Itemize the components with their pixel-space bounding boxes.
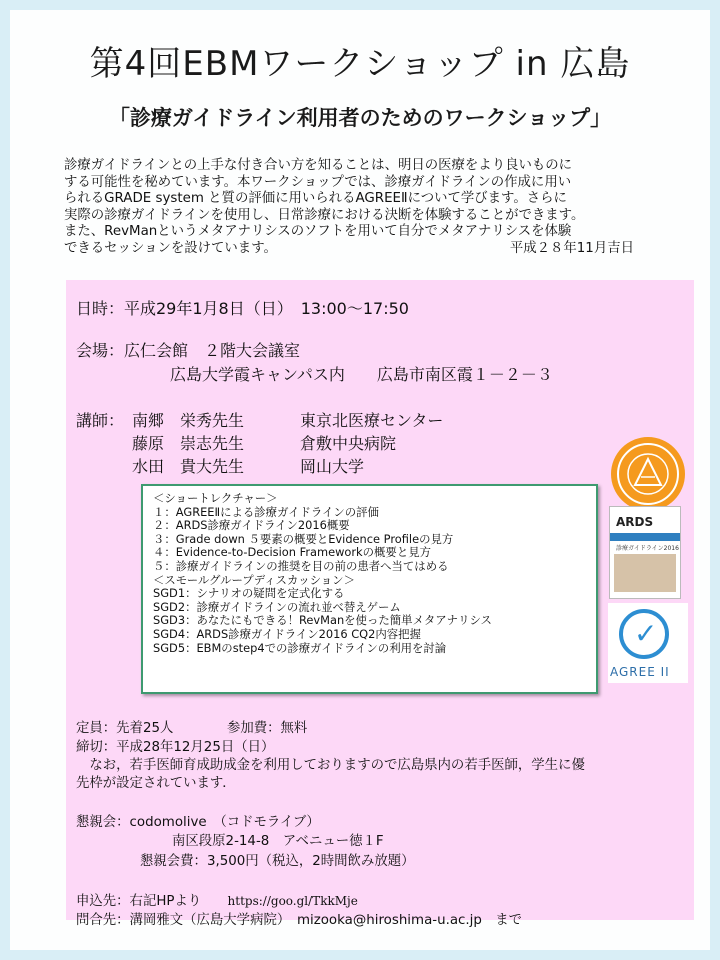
check-icon: ✓	[634, 617, 658, 650]
apply-info	[76, 890, 358, 909]
short-lecture-item: １：AGREEⅡによる診療ガイドラインの評価	[153, 504, 379, 519]
small-group-item: SGD3：あなたにもできる！RevManを使った簡単メタアナリシス	[153, 613, 492, 628]
short-lecture-heading: ＜ショートレクチャー＞	[153, 491, 278, 505]
intro-line: られるGRADE system と質の評価に用いられるAGREEⅡについて学びます。さらに	[64, 191, 567, 206]
lecturer-label: 講師：	[76, 411, 125, 430]
small-group-item: SGD4：ARDS診療ガイドライン2016 CQ2内容把握	[153, 626, 421, 641]
short-lecture-item: ４：Evidence-to-Decision Frameworkの概要と見方	[153, 545, 431, 560]
event-datetime: 日時：平成29年1月8日（日） 13:00～17:50	[76, 299, 409, 318]
apply-label: 申込先：右記HPより	[76, 894, 202, 909]
issued-date: 平成２８年11月吉日	[509, 240, 634, 256]
lecturer-name: 南郷 栄秀先生	[132, 411, 245, 430]
lecturer-affiliation: 倉敷中央病院	[300, 434, 397, 453]
ards-cover-subtitle: 診療ガイドライン2016	[616, 545, 679, 552]
party-address: 南区段原2-14-8 アベニュー徳１F	[172, 834, 384, 849]
short-lecture-item: ３：Grade down ５要素の概要とEvidence Profileの見方	[153, 531, 454, 546]
intro-line	[64, 241, 684, 258]
small-group-heading: ＜スモールグループディスカッション＞	[153, 572, 355, 587]
program-box	[141, 484, 598, 694]
young-doctor-note-cont: 先枠が設定されています．	[76, 776, 236, 791]
small-group-item: SGD2：診療ガイドラインの流れ並べ替えゲーム	[153, 599, 401, 614]
lecturer-affiliation: 岡山大学	[300, 457, 365, 476]
agree-logo	[608, 603, 688, 683]
lecturer-name: 水田 貴大先生	[132, 457, 245, 476]
short-lecture-item: ５：診療ガイドラインの推奨を目の前の患者へ当てはめる	[153, 558, 449, 573]
party-fee: 懇親会費：3,500円（税込，2時間飲み放題）	[140, 854, 415, 869]
lecturer-name: 藤原 崇志先生	[132, 434, 245, 453]
page-subtitle: 「診療ガイドライン利用者のためのワークショップ」	[108, 106, 612, 130]
deadline: 締切：平成28年12月25日（日）	[76, 740, 275, 755]
intro-line: また、RevManというメタアナリシスのソフトを用いて自分でメタアナリシスを体験	[64, 224, 572, 239]
lecturer-affiliation: 東京北医療センター	[300, 411, 444, 430]
intro-line: する可能性を秘めています。本ワークショップでは、診療ガイドラインの作成に用い	[64, 174, 572, 190]
intro-paragraph	[64, 158, 684, 257]
inquiry-contact: 問合先：溝岡雅文（広島大学病院） mizooka@hiroshima-u.ac.jp まで	[76, 913, 523, 928]
intro-line-last: できるセッションを設けています。	[64, 240, 277, 256]
apply-url-link[interactable]: https://goo.gl/TkkMje	[227, 894, 358, 908]
young-doctor-note: なお，若手医師育成助成金を利用しておりますので広島県内の若手医師，学生に優	[76, 758, 585, 773]
event-venue: 会場：広仁会館 ２階大会議室	[76, 341, 301, 360]
capacity-fee: 定員：先着25人 参加費：無料	[76, 721, 308, 736]
short-lecture-item: ２：ARDS診療ガイドライン2016概要	[153, 518, 350, 533]
intro-line: 診療ガイドラインとの上手な付き合い方を知ることは、明日の医療をより良いものに	[64, 158, 573, 173]
party-venue: 懇親会：codomolive （コドモライブ）	[76, 815, 320, 830]
ards-cover-band	[610, 533, 680, 541]
intro-line: 実際の診療ガイドラインを使用し、日常診療における決断を体験することができます。	[64, 207, 585, 223]
small-group-item: SGD5：EBMのstep4での診療ガイドラインの利用を討論	[153, 640, 447, 655]
ards-guideline-cover	[609, 506, 681, 599]
small-group-item: SGD1：シナリオの疑問を定式化する	[153, 586, 345, 601]
agree-logo-text: AGREE II	[610, 665, 670, 679]
ards-cover-image	[614, 554, 676, 592]
society-logo-icon	[611, 437, 685, 511]
event-venue-address: 広島大学霞キャンパス内 広島市南区霞１－２－３	[170, 365, 553, 384]
ards-cover-title: ARDS	[616, 515, 654, 529]
page-title: 第4回EBMワークショップ in 広島	[89, 44, 631, 84]
